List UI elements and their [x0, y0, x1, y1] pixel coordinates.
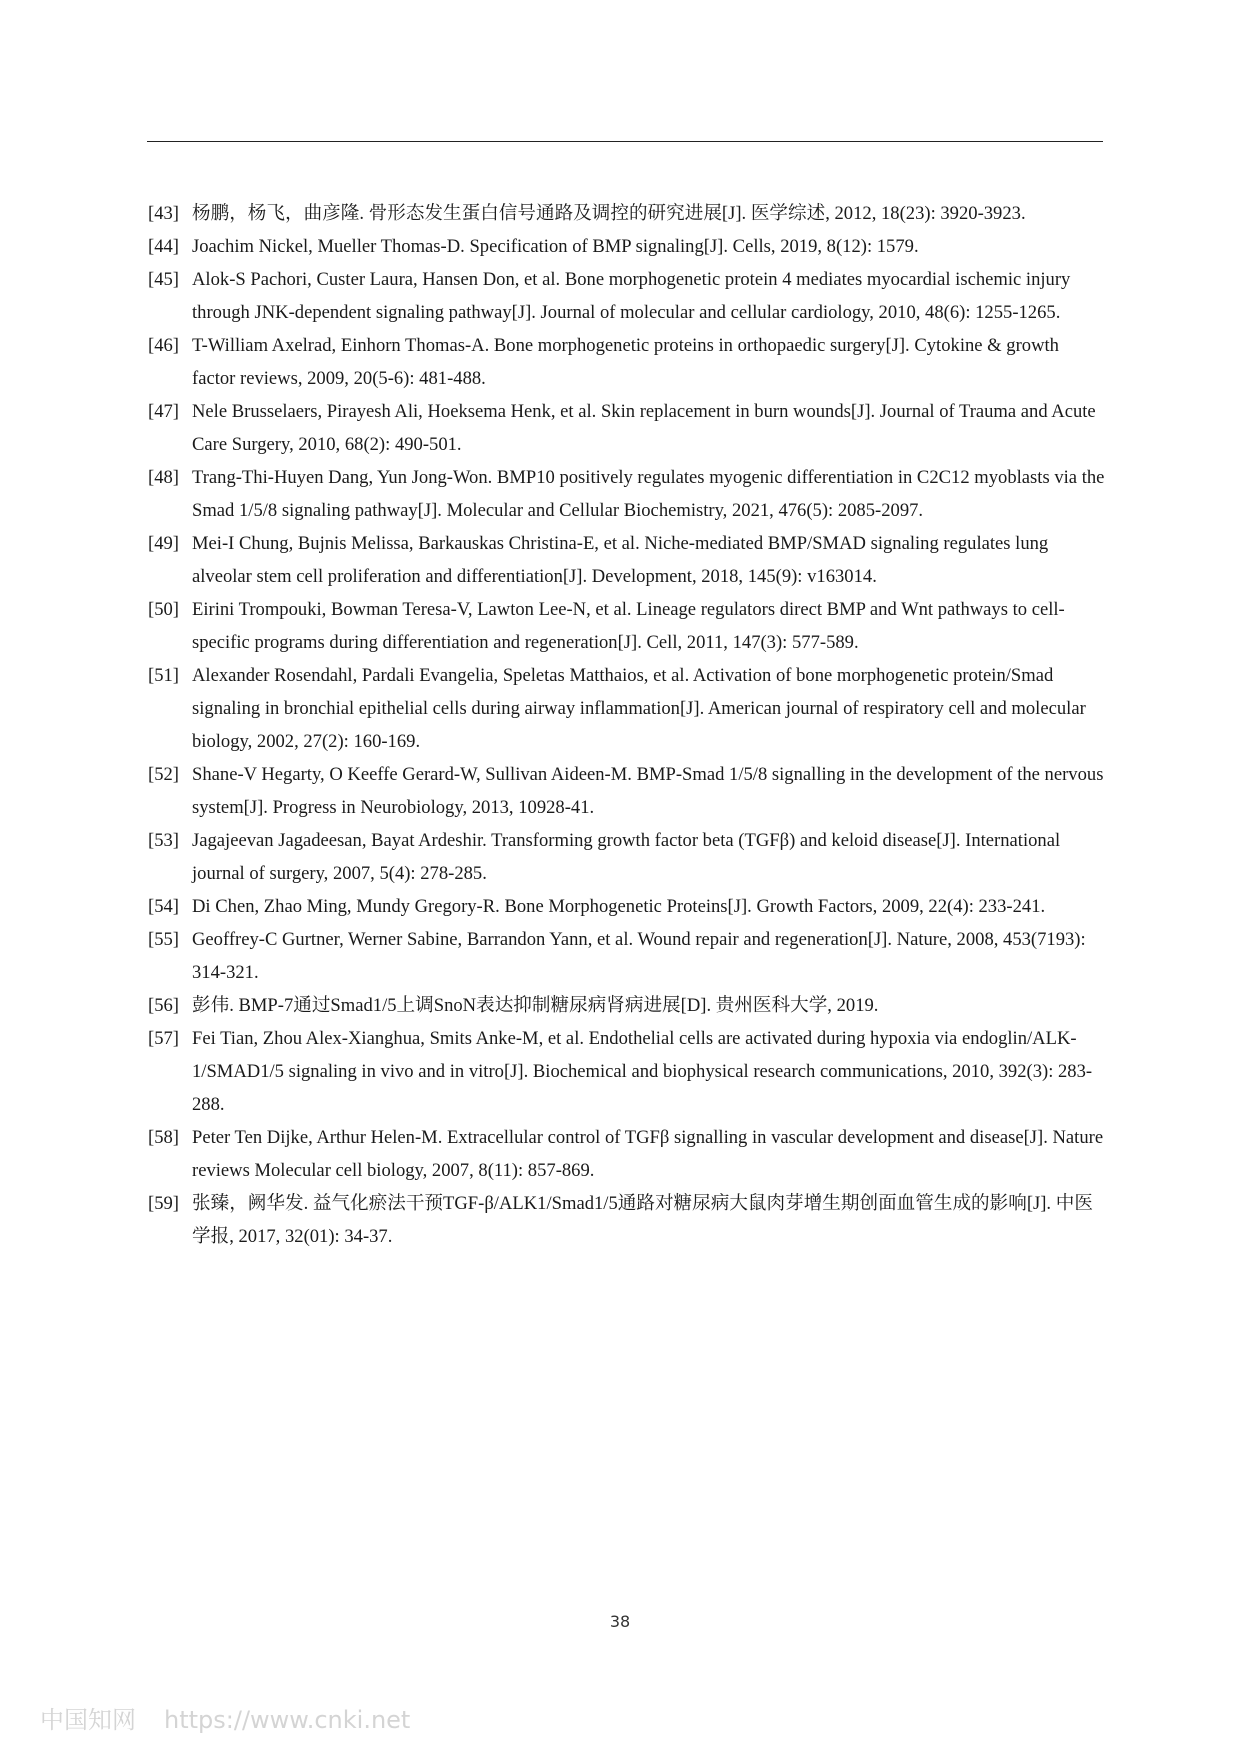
reference-item — [148, 1187, 1106, 1253]
reference-text: Peter Ten Dijke, Arthur Helen-M. Extracellular control of TGFβ signalling in vascular development and disease[J]. Nature reviews Molecular cell biology, 2007, 8(11): 857-869. — [192, 1127, 1104, 1181]
reference-number: [58] — [148, 1127, 179, 1148]
reference-item — [148, 197, 1106, 230]
reference-item — [148, 923, 1106, 989]
reference-number: [43] — [148, 203, 179, 224]
reference-text: 彭伟. BMP-7通过Smad1/5上调SnoN表达抑制糖尿病肾病进展[D]. 贵州医科大学, 2019. — [192, 995, 879, 1016]
reference-number: [51] — [148, 665, 179, 686]
reference-item — [148, 461, 1106, 527]
reference-number: [57] — [148, 1028, 179, 1049]
header-rule — [147, 141, 1103, 142]
reference-text: Di Chen, Zhao Ming, Mundy Gregory-R. Bone Morphogenetic Proteins[J]. Growth Factors, 2009, 22(4): 233-241. — [192, 896, 1046, 917]
reference-text: Mei-I Chung, Bujnis Melissa, Barkauskas Christina-E, et al. Niche-mediated BMP/SMAD signaling regulates lung alveolar stem cell proliferation and differentiation[J]. Development, 2018, 145(9): v163014. — [192, 533, 1049, 587]
reference-item — [148, 395, 1106, 461]
reference-item — [148, 263, 1106, 329]
reference-number: [46] — [148, 335, 179, 356]
reference-item — [148, 824, 1106, 890]
reference-number: [44] — [148, 236, 179, 257]
reference-item — [148, 230, 1106, 263]
reference-list — [148, 197, 1106, 1253]
reference-number: [48] — [148, 467, 179, 488]
reference-text: Fei Tian, Zhou Alex-Xianghua, Smits Anke-M, et al. Endothelial cells are activated during hypoxia via endoglin/ALK-1/SMAD1/5 signaling in vivo and in vitro[J]. Biochemical and biophysical research communications, 2010, 392(3): 283-288. — [192, 1028, 1093, 1115]
reference-number: [55] — [148, 929, 179, 950]
reference-text: Eirini Trompouki, Bowman Teresa-V, Lawton Lee-N, et al. Lineage regulators direct BMP and Wnt pathways to cell-specific programs during differentiation and regeneration[J]. Cell, 2011, 147(3): 577-589. — [192, 599, 1065, 653]
reference-number: [53] — [148, 830, 179, 851]
reference-item — [148, 659, 1106, 758]
reference-number: [49] — [148, 533, 179, 554]
reference-number: [54] — [148, 896, 179, 917]
reference-text: Joachim Nickel, Mueller Thomas-D. Specification of BMP signaling[J]. Cells, 2019, 8(12): 1579. — [192, 236, 919, 257]
reference-item — [148, 1022, 1106, 1121]
reference-item — [148, 593, 1106, 659]
reference-text: Nele Brusselaers, Pirayesh Ali, Hoeksema Henk, et al. Skin replacement in burn wounds[J]. Journal of Trauma and Acute Care Surgery, 2010, 68(2): 490-501. — [192, 401, 1096, 455]
page-number: 38 — [609, 1612, 631, 1631]
watermark-brand: 中国知网 — [40, 1706, 136, 1734]
reference-number: [56] — [148, 995, 179, 1016]
reference-number: [52] — [148, 764, 179, 785]
reference-item — [148, 758, 1106, 824]
reference-text: Jagajeevan Jagadeesan, Bayat Ardeshir. Transforming growth factor beta (TGFβ) and keloid disease[J]. International journal of surgery, 2007, 5(4): 278-285. — [192, 830, 1061, 884]
reference-text: 张臻，阙华发. 益气化瘀法干预TGF-β/ALK1/Smad1/5通路对糖尿病大鼠肉芽增生期创面血管生成的影响[J]. 中医学报, 2017, 32(01): 34-37. — [192, 1193, 1093, 1247]
reference-number: [50] — [148, 599, 179, 620]
reference-text: Shane-V Hegarty, O Keeffe Gerard-W, Sullivan Aideen-M. BMP-Smad 1/5/8 signalling in the development of the nervous system[J]. Progress in Neurobiology, 2013, 10928-41. — [192, 764, 1104, 818]
reference-text: Alok-S Pachori, Custer Laura, Hansen Don, et al. Bone morphogenetic protein 4 mediates myocardial ischemic injury through JNK-dependent signaling pathway[J]. Journal of molecular and cellular cardiology, 2010, 48(6): 1255-1265. — [192, 269, 1071, 323]
reference-item — [148, 989, 1106, 1022]
reference-text: Trang-Thi-Huyen Dang, Yun Jong-Won. BMP10 positively regulates myogenic differentiation in C2C12 myoblasts via the Smad 1/5/8 signaling pathway[J]. Molecular and Cellular Biochemistry, 2021, 476(5): 2085-2097. — [192, 467, 1105, 521]
reference-text: 杨鹏，杨飞，曲彦隆. 骨形态发生蛋白信号通路及调控的研究进展[J]. 医学综述, 2012, 18(23): 3920-3923. — [192, 203, 1026, 224]
reference-item — [148, 1121, 1106, 1187]
reference-text: Geoffrey-C Gurtner, Werner Sabine, Barrandon Yann, et al. Wound repair and regeneration[J]. Nature, 2008, 453(7193): 314-321. — [192, 929, 1086, 983]
watermark — [40, 1700, 410, 1735]
reference-item — [148, 329, 1106, 395]
reference-item — [148, 890, 1106, 923]
reference-text: T-William Axelrad, Einhorn Thomas-A. Bone morphogenetic proteins in orthopaedic surgery[J]. Cytokine & growth factor reviews, 2009, 20(5-6): 481-488. — [192, 335, 1059, 389]
reference-item — [148, 527, 1106, 593]
reference-number: [47] — [148, 401, 179, 422]
watermark-url: https://www.cnki.net — [164, 1706, 411, 1734]
reference-number: [45] — [148, 269, 179, 290]
reference-text: Alexander Rosendahl, Pardali Evangelia, Speletas Matthaios, et al. Activation of bone morphogenetic protein/Smad signaling in bronchial epithelial cells during airway inflammation[J]. American journal of respiratory cell and molecular biology, 2002, 27(2): 160-169. — [192, 665, 1086, 752]
reference-number: [59] — [148, 1193, 179, 1214]
